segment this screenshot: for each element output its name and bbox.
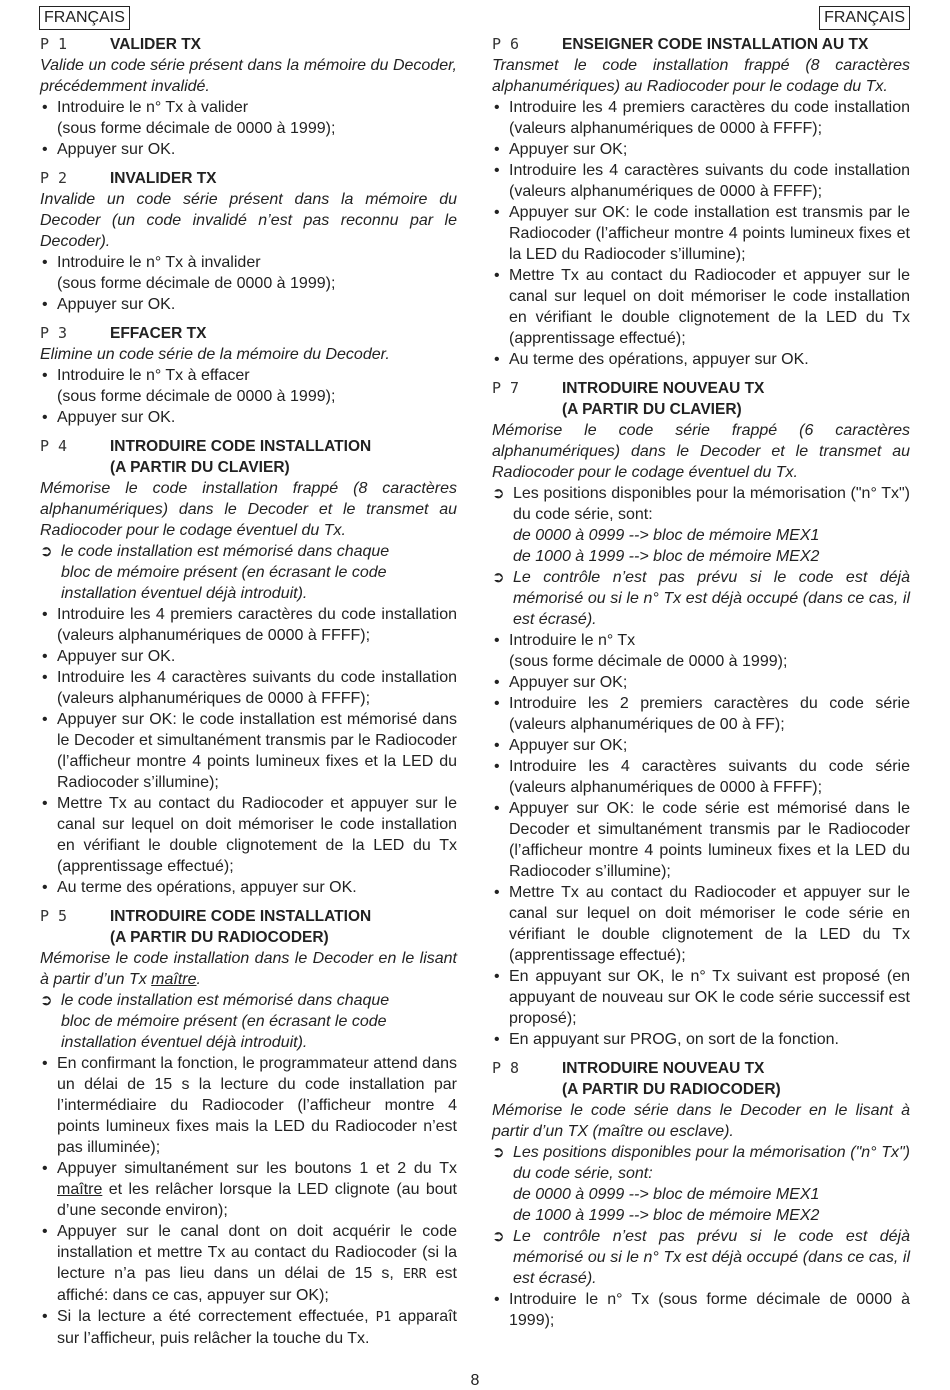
bullet-item <box>40 407 457 428</box>
text-segment: de 1000 à 1999 --> bloc de mémoire MEX2 <box>513 548 820 565</box>
note-item <box>492 1142 910 1226</box>
text-segment: (sous forme décimale de 0000 à 1999); <box>57 120 336 137</box>
bullet-marker: • <box>42 99 48 116</box>
display-code: P1 <box>375 1310 392 1325</box>
item-text <box>509 966 910 1029</box>
arrow-icon: ➲ <box>492 1227 505 1245</box>
item-text <box>57 139 457 160</box>
section-title-line: INTRODUIRE CODE INSTALLATION <box>110 438 372 455</box>
item-text <box>57 877 457 898</box>
bullet-item <box>40 252 457 294</box>
bullet-marker: • <box>42 879 48 896</box>
item-text <box>40 189 457 252</box>
bullet-marker: • <box>494 267 500 284</box>
bullet-marker: • <box>494 141 500 158</box>
section-description <box>40 948 457 990</box>
text-segment: Appuyer sur OK: le code installation est mémorisé dans le Decoder et simultanément transmis par le Radiocoder (l’afficheur montre 4 points lumineux fixes et la LED du Radiocoder s’illumine); <box>57 711 457 791</box>
section-title-line: (A PARTIR DU RADIOCODER) <box>110 929 329 946</box>
bullet-marker: • <box>494 737 500 754</box>
section-title-line: VALIDER TX <box>110 36 201 53</box>
section-title <box>110 168 457 189</box>
text-segment: Introduire le n° Tx (sous forme décimale de 0000 à 1999); <box>509 1291 910 1329</box>
text-segment: Introduire les 4 caractères suivants du code série (valeurs alphanumériques de 0000 à FFFF); <box>509 758 910 796</box>
text-segment: (sous forme décimale de 0000 à 1999); <box>57 275 336 292</box>
text-segment: Mémorise le code série dans le Decoder en le lisant à partir d’un TX (maître ou esclave). <box>492 1102 910 1140</box>
arrow-icon: ➲ <box>492 484 505 502</box>
text-segment: Appuyer sur OK: le code installation est transmis par le Radiocoder (l’afficheur montre 4 points lumineux fixes et la LED du Radiocoder s’illumine); <box>509 204 910 263</box>
item-text <box>492 1100 910 1142</box>
program-code-display: P 7 <box>492 379 520 397</box>
bullet-item <box>492 693 910 735</box>
bullet-item <box>40 604 457 646</box>
language-label: FRANÇAIS <box>39 6 130 30</box>
bullet-item <box>492 349 910 370</box>
item-text <box>57 793 457 877</box>
bullet-marker: • <box>494 800 500 817</box>
bullet-item <box>492 1289 910 1331</box>
section-title-line: ENSEIGNER CODE INSTALLATION AU TX <box>562 36 869 53</box>
arrow-icon: ➲ <box>492 568 505 586</box>
text-segment: Les positions disponibles pour la mémorisation ("n° Tx") du code série, sont: <box>513 485 910 523</box>
text-segment: Appuyer simultanément sur les boutons 1 et 2 du Tx <box>57 1160 457 1177</box>
text-segment: Introduire les 4 caractères suivants du code installation (valeurs alphanumériques de 0000 à FFFF); <box>57 669 457 707</box>
text-segment: Elimine un code série de la mémoire du Decoder. <box>40 346 390 363</box>
item-text <box>509 202 910 265</box>
text-segment: Au terme des opérations, appuyer sur OK. <box>509 351 809 368</box>
bullet-marker: • <box>42 648 48 665</box>
text-segment: installation éventuel déjà introduit). <box>61 1034 308 1051</box>
bullet-marker: • <box>494 695 500 712</box>
text-segment: En appuyant sur OK, le n° Tx suivant est proposé (en appuyant de nouveau sur OK le code série successif est proposé); <box>509 968 910 1027</box>
item-text <box>57 709 457 793</box>
text-segment: Le contrôle n’est pas prévu si le code est déjà mémorisé ou si le n° Tx est déjà occupé (dans ce cas, il est écrasé). <box>513 569 910 628</box>
item-text <box>492 420 910 483</box>
bullet-item <box>40 1221 457 1306</box>
bullet-item <box>492 202 910 265</box>
item-text <box>40 55 457 97</box>
item-text <box>57 1158 457 1221</box>
bullet-marker: • <box>42 1160 48 1177</box>
program-code-display: P 4 <box>40 437 68 455</box>
bullet-item <box>40 1158 457 1221</box>
arrow-icon: ➲ <box>40 542 53 560</box>
section-heading <box>492 1058 910 1100</box>
text-segment: . <box>196 971 201 988</box>
item-text <box>57 1306 457 1349</box>
bullet-marker: • <box>42 1055 48 1072</box>
item-text <box>57 1053 457 1158</box>
bullet-item <box>40 646 457 667</box>
program-section-p2 <box>40 168 457 315</box>
program-section-p4 <box>40 436 457 898</box>
text-segment: bloc de mémoire présent (en écrasant le code <box>61 564 387 581</box>
program-code-display: P 8 <box>492 1059 520 1077</box>
item-text <box>509 1029 910 1050</box>
program-code-display: P 2 <box>40 169 68 187</box>
text-segment: Appuyer sur OK. <box>57 296 176 313</box>
item-text <box>57 365 457 407</box>
bullet-marker: • <box>494 884 500 901</box>
text-segment: Mettre Tx au contact du Radiocoder et appuyer sur le canal sur lequel on doit mémoriser le code installation en vérifiant le double clignotement de la LED du Tx (apprentissage effectué); <box>509 267 910 347</box>
item-text <box>509 1289 910 1331</box>
text-segment: le code installation est mémorisé dans chaque <box>61 992 390 1009</box>
section-title-line: INVALIDER TX <box>110 170 217 187</box>
bullet-item <box>40 709 457 793</box>
note-item <box>40 541 457 604</box>
text-segment: Introduire le n° Tx à valider <box>57 99 249 116</box>
underlined-text: maître <box>151 971 197 988</box>
item-text <box>509 97 910 139</box>
item-text <box>509 630 910 672</box>
bullet-marker: • <box>494 674 500 691</box>
section-heading <box>40 34 457 55</box>
text-segment: de 0000 à 0999 --> bloc de mémoire MEX1 <box>513 527 820 544</box>
bullet-item <box>40 1053 457 1158</box>
section-description <box>40 344 457 365</box>
program-section-p1 <box>40 34 457 160</box>
item-text <box>57 604 457 646</box>
item-text <box>513 483 910 567</box>
program-section-p6 <box>492 34 910 370</box>
text-segment: Mémorise le code installation dans le Decoder en le lisant à partir d’un Tx <box>40 950 457 988</box>
section-title-line: (A PARTIR DU RADIOCODER) <box>562 1081 781 1098</box>
arrow-icon: ➲ <box>40 991 53 1009</box>
item-text <box>40 948 457 990</box>
bullet-item <box>492 798 910 882</box>
program-section-p7 <box>492 378 910 1050</box>
bullet-item <box>492 265 910 349</box>
program-code-display: P 3 <box>40 324 68 342</box>
item-text <box>509 756 910 798</box>
bullet-marker: • <box>42 367 48 384</box>
bullet-item <box>492 735 910 756</box>
note-item <box>492 1226 910 1289</box>
item-text <box>61 990 457 1053</box>
text-segment: Introduire les 4 caractères suivants du code installation (valeurs alphanumériques de 0000 à FFFF); <box>509 162 910 200</box>
text-segment: Le contrôle n’est pas prévu si le code est déjà mémorisé ou si le n° Tx est déjà occupé (dans ce cas, il est écrasé). <box>513 1228 910 1287</box>
item-text <box>57 97 457 139</box>
text-segment: Introduire les 2 premiers caractères du code série (valeurs alphanumériques de 00 à FF); <box>509 695 910 733</box>
underlined-text: maître <box>57 1181 103 1198</box>
bullet-item <box>492 1029 910 1050</box>
text-segment: Appuyer sur OK. <box>57 141 176 158</box>
section-title <box>562 34 910 55</box>
bullet-marker: • <box>494 632 500 649</box>
note-item <box>492 567 910 630</box>
text-segment: Appuyer sur OK. <box>57 648 176 665</box>
section-description <box>492 420 910 483</box>
text-segment: est affiché: dans ce cas, appuyer sur OK); <box>57 1265 457 1304</box>
bullet-marker: • <box>494 351 500 368</box>
page-number: 8 <box>470 1372 480 1389</box>
language-label: FRANÇAIS <box>819 6 910 30</box>
section-title <box>562 1058 910 1100</box>
bullet-marker: • <box>42 296 48 313</box>
text-segment: Introduire le n° Tx <box>509 632 636 649</box>
text-segment: Appuyer sur OK: le code série est mémorisé dans le Decoder et simultanément transmis par le Radiocoder (l’afficheur montre 4 points lumineux fixes et la LED du Radiocoder s’illumine); <box>509 800 910 880</box>
bullet-item <box>492 97 910 139</box>
program-code-display: P 6 <box>492 35 520 53</box>
section-description <box>492 1100 910 1142</box>
item-text <box>57 667 457 709</box>
bullet-item <box>40 294 457 315</box>
text-segment: Appuyer sur OK; <box>509 141 628 158</box>
section-title <box>562 378 910 420</box>
text-segment: Mémorise le code série frappé (6 caractères alphanumériques) dans le Decoder et le transmet au Radiocoder pour le codage éventuel du Tx. <box>492 422 910 481</box>
left-column <box>40 34 457 1357</box>
bullet-marker: • <box>42 711 48 728</box>
section-title <box>110 323 457 344</box>
bullet-item <box>492 139 910 160</box>
text-segment: le code installation est mémorisé dans chaque <box>61 543 390 560</box>
bullet-item <box>492 672 910 693</box>
section-heading <box>492 378 910 420</box>
item-text <box>513 1226 910 1289</box>
text-segment: de 1000 à 1999 --> bloc de mémoire MEX2 <box>513 1207 820 1224</box>
bullet-item <box>40 877 457 898</box>
bullet-marker: • <box>42 669 48 686</box>
item-text <box>509 882 910 966</box>
item-text <box>509 139 910 160</box>
text-segment: Transmet le code installation frappé (8 caractères alphanumériques) au Radiocoder pour le codage du Tx. <box>492 57 910 95</box>
section-title-line: INTRODUIRE CODE INSTALLATION <box>110 908 372 925</box>
display-code: ERR <box>403 1267 427 1282</box>
text-segment: Mettre Tx au contact du Radiocoder et appuyer sur le canal sur lequel on doit mémoriser le code série en vérifiant le double clignotement de la LED du Tx (apprentissage effectué); <box>509 884 910 964</box>
section-heading <box>40 168 457 189</box>
bullet-item <box>492 882 910 966</box>
text-segment: En confirmant la fonction, le programmateur attend dans un délai de 15 s la lecture du code installation par l’intermédiaire du Radiocoder (l’afficheur montre 4 points lumineux fixes mais la LED du Radiocoder n’est pas illuminée); <box>57 1055 457 1156</box>
item-text <box>57 646 457 667</box>
section-description <box>40 189 457 252</box>
bullet-item <box>40 1306 457 1349</box>
bullet-item <box>492 160 910 202</box>
text-segment: de 0000 à 0999 --> bloc de mémoire MEX1 <box>513 1186 820 1203</box>
text-segment: Si la lecture a été correctement effectuée, <box>57 1308 376 1325</box>
section-title <box>110 436 457 478</box>
item-text <box>57 252 457 294</box>
section-heading <box>40 906 457 948</box>
text-segment: Appuyer sur OK. <box>57 409 176 426</box>
item-text <box>509 798 910 882</box>
bullet-marker: • <box>42 409 48 426</box>
item-text <box>57 1221 457 1306</box>
section-title-line: INTRODUIRE NOUVEAU TX <box>562 1060 765 1077</box>
text-segment: Mettre Tx au contact du Radiocoder et appuyer sur le canal sur lequel on doit mémoriser le code installation en vérifiant le double clignotement de la LED du Tx (apprentissage effectué); <box>57 795 457 875</box>
arrow-icon: ➲ <box>492 1143 505 1161</box>
text-segment: Invalide un code série présent dans la mémoire du Decoder (un code invalidé n’est pas reconnu par le Decoder). <box>40 191 457 250</box>
item-text <box>513 567 910 630</box>
bullet-item <box>40 365 457 407</box>
bullet-marker: • <box>42 1308 48 1325</box>
text-segment: Introduire le n° Tx à invalider <box>57 254 261 271</box>
bullet-marker: • <box>494 162 500 179</box>
item-text <box>492 55 910 97</box>
bullet-marker: • <box>494 1291 500 1308</box>
text-segment: Au terme des opérations, appuyer sur OK. <box>57 879 357 896</box>
bullet-item <box>492 966 910 1029</box>
bullet-marker: • <box>494 968 500 985</box>
section-title-line: INTRODUIRE NOUVEAU TX <box>562 380 765 397</box>
item-text <box>509 160 910 202</box>
text-segment: Introduire le n° Tx à effacer <box>57 367 250 384</box>
bullet-marker: • <box>42 606 48 623</box>
text-segment: apparaît sur l’afficheur, puis relâcher la touche du Tx. <box>57 1308 457 1347</box>
item-text <box>509 735 910 756</box>
text-segment: Les positions disponibles pour la mémorisation ("n° Tx") du code série, sont: <box>513 1144 910 1182</box>
text-segment: (sous forme décimale de 0000 à 1999); <box>509 653 788 670</box>
item-text <box>40 344 457 365</box>
item-text <box>513 1142 910 1226</box>
section-title <box>110 34 457 55</box>
text-segment: (sous forme décimale de 0000 à 1999); <box>57 388 336 405</box>
bullet-item <box>40 793 457 877</box>
item-text <box>509 349 910 370</box>
bullet-marker: • <box>494 204 500 221</box>
text-segment: bloc de mémoire présent (en écrasant le code <box>61 1013 387 1030</box>
section-description <box>492 55 910 97</box>
bullet-marker: • <box>494 1031 500 1048</box>
bullet-item <box>40 667 457 709</box>
item-text <box>40 478 457 541</box>
text-segment: Appuyer sur OK; <box>509 674 628 691</box>
text-segment: Appuyer sur OK; <box>509 737 628 754</box>
section-title-line: EFFACER TX <box>110 325 207 342</box>
program-code-display: P 1 <box>40 35 68 53</box>
bullet-marker: • <box>42 141 48 158</box>
section-description <box>40 478 457 541</box>
item-text <box>509 672 910 693</box>
section-title-line: (A PARTIR DU CLAVIER) <box>110 459 290 476</box>
text-segment: installation éventuel déjà introduit). <box>61 585 308 602</box>
program-section-p3 <box>40 323 457 428</box>
section-heading <box>492 34 910 55</box>
note-item <box>40 990 457 1053</box>
bullet-marker: • <box>494 758 500 775</box>
right-column <box>492 34 910 1339</box>
item-text <box>61 541 457 604</box>
bullet-item <box>492 630 910 672</box>
text-segment: et les relâcher lorsque la LED clignote (au bout d’une seconde environ); <box>57 1181 457 1219</box>
program-code-display: P 5 <box>40 907 68 925</box>
item-text <box>57 407 457 428</box>
bullet-marker: • <box>42 1223 48 1240</box>
program-section-p8 <box>492 1058 910 1331</box>
text-segment: En appuyant sur PROG, on sort de la fonction. <box>509 1031 839 1048</box>
section-title <box>110 906 457 948</box>
bullet-marker: • <box>42 795 48 812</box>
bullet-item <box>40 97 457 139</box>
section-heading <box>40 323 457 344</box>
note-item <box>492 483 910 567</box>
item-text <box>57 294 457 315</box>
program-section-p5 <box>40 906 457 1349</box>
bullet-marker: • <box>494 99 500 116</box>
bullet-item <box>40 139 457 160</box>
text-segment: Introduire les 4 premiers caractères du code installation (valeurs alphanumériques de 0000 à FFFF); <box>509 99 910 137</box>
section-title-line: (A PARTIR DU CLAVIER) <box>562 401 742 418</box>
bullet-marker: • <box>42 254 48 271</box>
item-text <box>509 693 910 735</box>
text-segment: Mémorise le code installation frappé (8 caractères alphanumériques) dans le Decoder et le transmet au Radiocoder pour le codage éventuel du Tx. <box>40 480 457 539</box>
text-segment: Valide un code série présent dans la mémoire du Decoder, précédemment invalidé. <box>40 57 457 95</box>
section-description <box>40 55 457 97</box>
bullet-item <box>492 756 910 798</box>
text-segment: Introduire les 4 premiers caractères du code installation (valeurs alphanumériques de 0000 à FFFF); <box>57 606 457 644</box>
item-text <box>509 265 910 349</box>
text-segment: Appuyer sur le canal dont on doit acquérir le code installation et mettre Tx au contact du Radiocoder (si la lecture n’a pas lieu dans un délai de 15 s, <box>57 1223 457 1282</box>
section-heading <box>40 436 457 478</box>
